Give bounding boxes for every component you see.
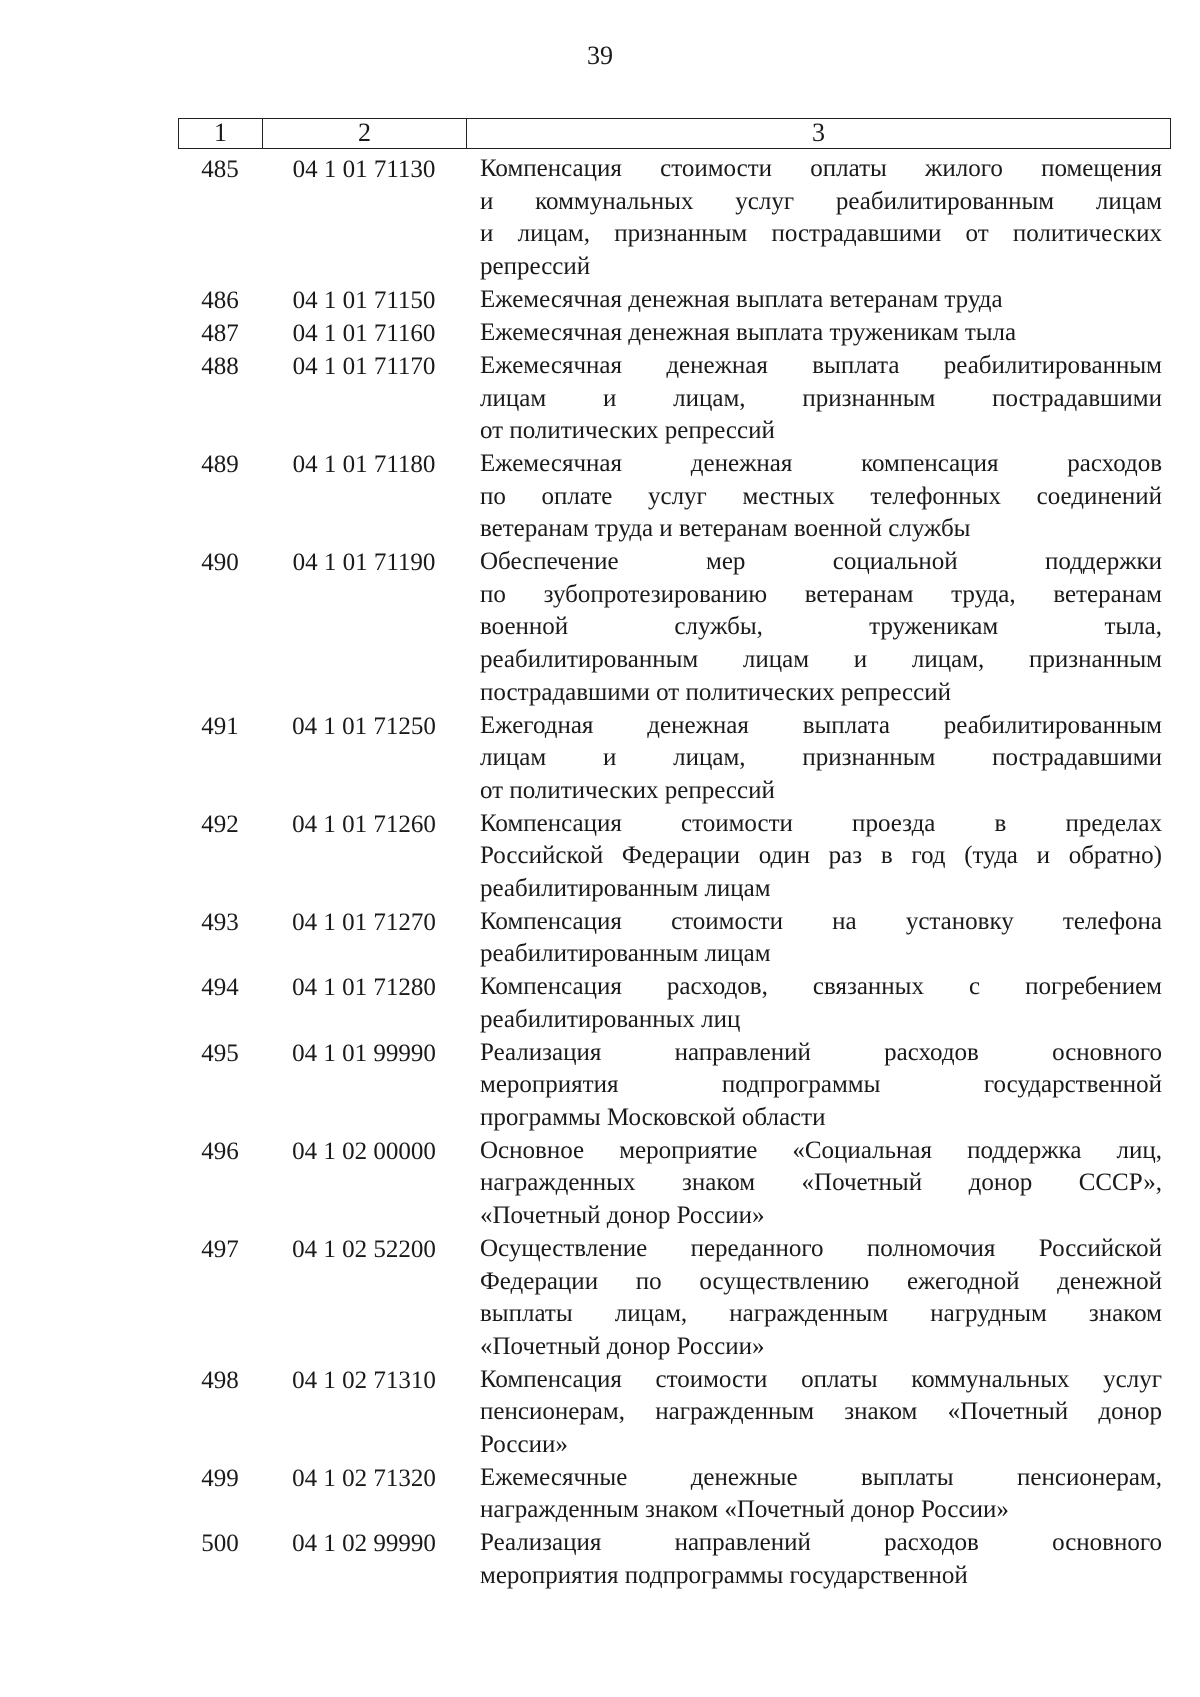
description-line: реабилитированным лицам [480, 940, 771, 968]
row-code: 04 1 01 71130 [292, 156, 436, 183]
row-number: 495 [201, 1039, 239, 1067]
table-row [178, 546, 1171, 710]
row-description [480, 1462, 1162, 1527]
row-number: 487 [201, 319, 239, 347]
row-description [480, 1233, 1162, 1364]
row-code: 04 1 01 71170 [292, 352, 436, 380]
header-cell-3: 3 [812, 118, 825, 147]
row-number: 485 [201, 156, 239, 183]
description-line: Российской Федерации один раз в год (туда и обратно) [480, 842, 1162, 870]
table-row [178, 448, 1171, 546]
description-line: военной службы, труженикам тыла, [480, 613, 1162, 641]
row-code: 04 1 01 71260 [292, 810, 436, 838]
row-description [480, 448, 1162, 546]
table-row [178, 350, 1171, 448]
row-code: 04 1 02 99990 [292, 1530, 436, 1558]
page-number: 39 [587, 41, 613, 70]
row-code: 04 1 01 71280 [292, 974, 436, 1002]
description-line: программы Московской области [480, 1103, 826, 1131]
table-row [178, 1233, 1171, 1364]
description-line: России» [480, 1431, 568, 1459]
row-description [480, 906, 1162, 971]
row-number: 490 [201, 549, 239, 577]
row-number: 486 [201, 286, 239, 314]
description-line: реабилитированных лиц [480, 1005, 741, 1033]
description-line: реабилитированным лицам и лицам, признанным [480, 646, 1162, 674]
row-description [480, 350, 1162, 448]
description-line: Компенсация стоимости оплаты жилого помещения [480, 155, 1162, 182]
description-line: и лицам, признанным пострадавшими от политических [480, 220, 1162, 248]
row-code: 04 1 01 71250 [292, 712, 436, 740]
row-number: 492 [201, 810, 239, 838]
row-description [480, 153, 1162, 284]
description-line: Ежемесячные денежные выплаты пенсионерам, [480, 1463, 1162, 1491]
row-code: 04 1 02 71310 [292, 1366, 436, 1394]
table-row [178, 1527, 1171, 1592]
row-code: 04 1 02 00000 [292, 1137, 436, 1165]
row-number: 500 [201, 1530, 239, 1558]
description-line: Ежемесячная денежная компенсация расходов [480, 449, 1162, 477]
table-row [178, 284, 1171, 317]
description-line: выплаты лицам, награжденным нагрудным знаком [480, 1300, 1162, 1328]
description-line: репрессий [480, 253, 591, 281]
description-line: лицам и лицам, признанным пострадавшими [480, 744, 1162, 772]
row-description [480, 1364, 1162, 1462]
description-line: мероприятия подпрограммы государственной [480, 1071, 1162, 1099]
table-row [178, 1462, 1171, 1527]
row-code: 04 1 01 99990 [292, 1039, 436, 1067]
description-line: Обеспечение мер социальной поддержки [480, 548, 1162, 576]
row-number: 488 [201, 352, 239, 380]
description-line: Основное мероприятие «Социальная поддержка лиц, [480, 1136, 1162, 1164]
description-line: Компенсация расходов, связанных с погребением [480, 973, 1162, 1001]
description-line: Реализация направлений расходов основного [480, 1529, 1162, 1557]
description-line: Ежегодная денежная выплата реабилитированным [480, 711, 1162, 739]
description-line: лицам и лицам, признанным пострадавшими [480, 384, 1162, 412]
description-line: от политических репрессий [480, 776, 775, 804]
row-code: 04 1 01 71180 [292, 450, 436, 478]
table-row [178, 1037, 1171, 1135]
description-line: «Почетный донор России» [480, 1332, 765, 1360]
row-code: 04 1 01 71160 [292, 319, 436, 347]
table-row [178, 317, 1171, 350]
description-line: Компенсация стоимости на установку телефона [480, 907, 1162, 935]
row-number: 498 [201, 1366, 239, 1394]
table-header [178, 118, 1171, 149]
row-description [480, 317, 1162, 350]
description-line: ветеранам труда и ветеранам военной службы [480, 515, 971, 543]
row-code: 04 1 01 71150 [292, 286, 436, 314]
description-line: Федерации по осуществлению ежегодной денежной [480, 1267, 1162, 1295]
table-row [178, 153, 1171, 284]
header-cell-2: 2 [263, 119, 467, 148]
row-description [480, 1037, 1162, 1135]
description-line: пострадавшими от политических репрессий [480, 678, 951, 706]
row-code: 04 1 01 71190 [292, 549, 436, 577]
row-number: 489 [201, 450, 239, 478]
row-code: 04 1 01 71270 [292, 908, 436, 936]
row-number: 491 [201, 712, 239, 740]
description-line: мероприятия подпрограммы государственной [480, 1561, 968, 1589]
description-line: реабилитированным лицам [480, 875, 771, 903]
header-cell-1: 1 [179, 119, 263, 148]
description-line: награжденных знаком «Почетный донор СССР», [480, 1169, 1162, 1197]
row-description [480, 971, 1162, 1036]
table-body [178, 153, 1171, 1593]
description-line: пенсионерам, награжденным знаком «Почетный донор [480, 1398, 1162, 1426]
description-line: Компенсация стоимости оплаты коммунальных услуг [480, 1365, 1162, 1393]
table-row [178, 1364, 1171, 1462]
row-description [480, 710, 1162, 808]
description-line: Ежемесячная денежная выплата ветеранам труда [480, 285, 1003, 313]
row-description [480, 1527, 1162, 1592]
description-line: Ежемесячная денежная выплата труженикам тыла [480, 318, 1017, 346]
row-number: 497 [201, 1235, 239, 1263]
row-description [480, 808, 1162, 906]
description-line: и коммунальных услуг реабилитированным лицам [480, 187, 1162, 215]
description-line: награжденным знаком «Почетный донор России» [480, 1496, 1009, 1524]
row-description [480, 284, 1162, 317]
row-number: 493 [201, 908, 239, 936]
row-number: 499 [201, 1464, 239, 1492]
description-line: по зубопротезированию ветеранам труда, ветеранам [480, 580, 1162, 608]
table-row [178, 971, 1171, 1036]
description-line: «Почетный донор России» [480, 1202, 765, 1230]
description-line: Ежемесячная денежная выплата реабилитированным [480, 351, 1162, 379]
row-number: 496 [201, 1137, 239, 1165]
table-row [178, 808, 1171, 906]
description-line: Осуществление переданного полномочия Российской [480, 1234, 1162, 1262]
row-description [480, 1135, 1162, 1233]
description-line: Компенсация стоимости проезда в пределах [480, 809, 1162, 837]
description-line: от политических репрессий [480, 417, 775, 445]
description-line: по оплате услуг местных телефонных соединений [480, 482, 1162, 510]
table-row [178, 1135, 1171, 1233]
row-number: 494 [201, 974, 239, 1002]
row-description [480, 546, 1162, 710]
row-code: 04 1 02 71320 [292, 1464, 436, 1492]
table-row [178, 906, 1171, 971]
description-line: Реализация направлений расходов основного [480, 1038, 1162, 1066]
table-row [178, 710, 1171, 808]
row-code: 04 1 02 52200 [292, 1235, 436, 1263]
